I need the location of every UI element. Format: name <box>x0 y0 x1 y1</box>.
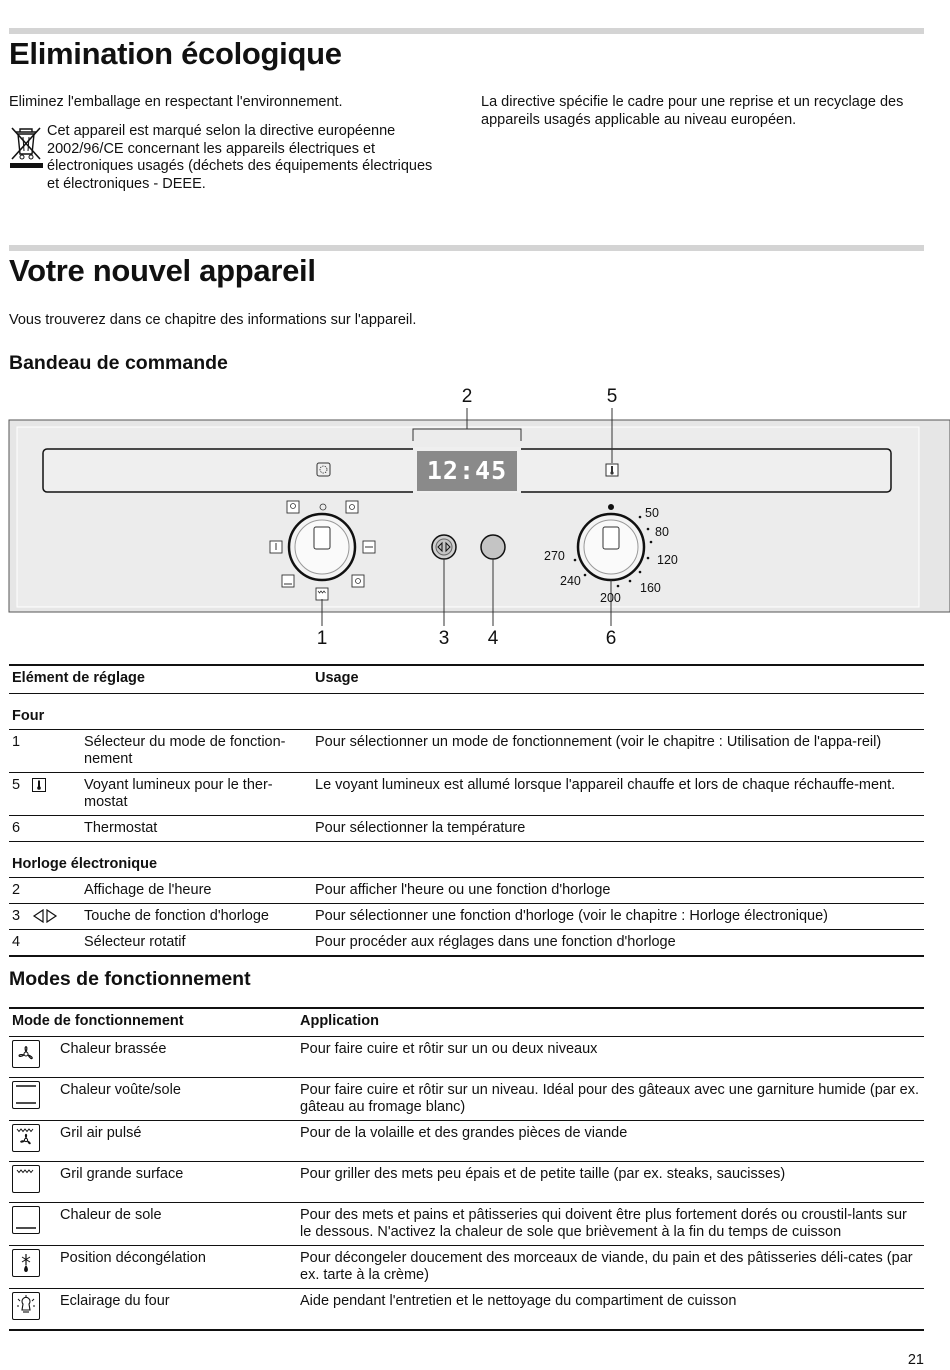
table-row <box>9 773 924 816</box>
row-usage: Le voyant lumineux est allumé lorsque l'appareil chauffe et lors de chaque réchauffe-ment. <box>312 773 924 816</box>
section-divider <box>9 245 924 251</box>
mode-name: Eclairage du four <box>57 1289 297 1331</box>
weee-directive-text: Cet appareil est marqué selon la directive européenne 2002/96/CE concernant les appareils électriques et électroniques usagés (déchets des équipements électriques et électroniques - DEEE. <box>47 123 433 192</box>
table-row <box>9 1037 924 1078</box>
table-header-row <box>9 665 924 694</box>
section-title-appliance: Votre nouvel appareil <box>9 253 316 288</box>
control-panel-illustration <box>0 380 950 650</box>
header-element: Elément de réglage <box>9 665 312 694</box>
time-display: 12:45 <box>426 456 508 485</box>
defrost-icon <box>12 1249 40 1277</box>
directive-framework-text: La directive spécifie le cadre pour une reprise et un recyclage des appareils usagés applicable au niveau européen. <box>481 94 904 128</box>
row-number: 4 <box>9 930 81 957</box>
callout-6: 6 <box>605 628 617 649</box>
row-number: 6 <box>9 816 81 842</box>
header-mode: Mode de fonctionnement <box>9 1008 297 1037</box>
appliance-intro: Vous trouverez dans ce chapitre des informations sur l'appareil. <box>9 312 417 328</box>
table-row <box>9 904 924 930</box>
table-row <box>9 730 924 773</box>
mode-application: Aide pendant l'entretien et le nettoyage du compartiment de cuisson <box>297 1289 924 1331</box>
elimination-intro: Eliminez l'emballage en respectant l'environnement. <box>9 94 343 110</box>
table-row <box>9 930 924 957</box>
row-number: 5 <box>12 777 21 793</box>
header-application: Application <box>297 1008 924 1037</box>
row-usage: Pour procéder aux réglages dans une fonction d'horloge <box>312 930 924 957</box>
callout-2: 2 <box>461 386 473 407</box>
mode-application: Pour décongeler doucement des morceaux de viande, du pain et des pâtisseries déli-cates (par ex. tarte à la crème) <box>297 1246 924 1289</box>
table-row <box>9 878 924 904</box>
table-row <box>9 1121 924 1162</box>
row-number: 3 <box>12 908 21 924</box>
row-usage: Pour sélectionner la température <box>312 816 924 842</box>
table-row <box>9 1203 924 1246</box>
row-usage: Pour sélectionner un mode de fonctionnement (voir le chapitre : Utilisation de l'appa-reil) <box>312 730 924 773</box>
group-label: Horloge électronique <box>9 842 924 878</box>
row-number: 2 <box>9 878 81 904</box>
modes-heading: Modes de fonctionnement <box>9 968 251 990</box>
table-row <box>9 816 924 842</box>
scale-80: 80 <box>655 525 669 539</box>
group-label: Four <box>9 694 924 730</box>
thermostat-light-icon <box>32 778 46 792</box>
fan-grill-icon <box>12 1124 40 1152</box>
row-element: Sélecteur rotatif <box>81 930 312 957</box>
table-row <box>9 1246 924 1289</box>
callout-1: 1 <box>316 628 328 649</box>
callout-3: 3 <box>438 628 450 649</box>
row-element: Touche de fonction d'horloge <box>81 904 312 930</box>
top-bottom-heat-icon <box>12 1081 40 1109</box>
table-header-row <box>9 1008 924 1037</box>
mode-application: Pour griller des mets peu épais et de petite taille (par ex. steaks, saucisses) <box>297 1162 924 1203</box>
section-divider <box>9 28 924 34</box>
row-element: Affichage de l'heure <box>81 878 312 904</box>
full-grill-icon <box>12 1165 40 1193</box>
mode-name: Chaleur brassée <box>57 1037 297 1078</box>
mode-name: Chaleur voûte/sole <box>57 1078 297 1121</box>
table-row <box>9 1078 924 1121</box>
scale-240: 240 <box>560 574 581 588</box>
mode-application: Pour de la volaille et des grandes pièces de viande <box>297 1121 924 1162</box>
table-row <box>9 1162 924 1203</box>
scale-200: 200 <box>600 591 621 605</box>
group-row-oven <box>9 694 924 730</box>
mode-application: Pour faire cuire et rôtir sur un ou deux niveaux <box>297 1037 924 1078</box>
oven-light-icon <box>12 1292 40 1320</box>
section-title-elimination: Elimination écologique <box>9 36 342 71</box>
row-element: Thermostat <box>81 816 312 842</box>
weee-crossed-bin-icon <box>9 126 43 170</box>
page-number: 21 <box>907 1352 924 1368</box>
controls-table <box>9 664 924 957</box>
header-usage: Usage <box>312 665 924 694</box>
mode-name: Position décongélation <box>57 1246 297 1289</box>
row-number: 1 <box>9 730 81 773</box>
callout-5: 5 <box>606 386 618 407</box>
scale-270: 270 <box>544 549 565 563</box>
convection-fan-icon <box>12 1040 40 1068</box>
clock-function-key-icon <box>32 909 58 923</box>
table-row <box>9 1289 924 1331</box>
scale-160: 160 <box>640 581 661 595</box>
mode-application: Pour des mets et pains et pâtisseries qui doivent être plus fortement dorés ou croustil-lants sur le dessous. N'activez la chaleur de sole que brièvement à la fin du temps de cuisson <box>297 1203 924 1246</box>
control-panel-heading: Bandeau de commande <box>9 352 228 374</box>
row-element: Sélecteur du mode de fonction-nement <box>81 730 312 773</box>
modes-table <box>9 1007 924 1331</box>
mode-application: Pour faire cuire et rôtir sur un niveau. Idéal pour des gâteaux avec une garniture humide (par ex. gâteau au fromage blanc) <box>297 1078 924 1121</box>
row-usage: Pour afficher l'heure ou une fonction d'horloge <box>312 878 924 904</box>
bottom-heat-icon <box>12 1206 40 1234</box>
mode-name: Gril grande surface <box>57 1162 297 1203</box>
row-element: Voyant lumineux pour le ther-mostat <box>81 773 312 816</box>
callout-4: 4 <box>487 628 499 649</box>
group-row-clock <box>9 842 924 878</box>
row-usage: Pour sélectionner une fonction d'horloge (voir le chapitre : Horloge électronique) <box>312 904 924 930</box>
mode-name: Chaleur de sole <box>57 1203 297 1246</box>
mode-name: Gril air pulsé <box>57 1121 297 1162</box>
scale-120: 120 <box>657 553 678 567</box>
scale-50: 50 <box>645 506 659 520</box>
